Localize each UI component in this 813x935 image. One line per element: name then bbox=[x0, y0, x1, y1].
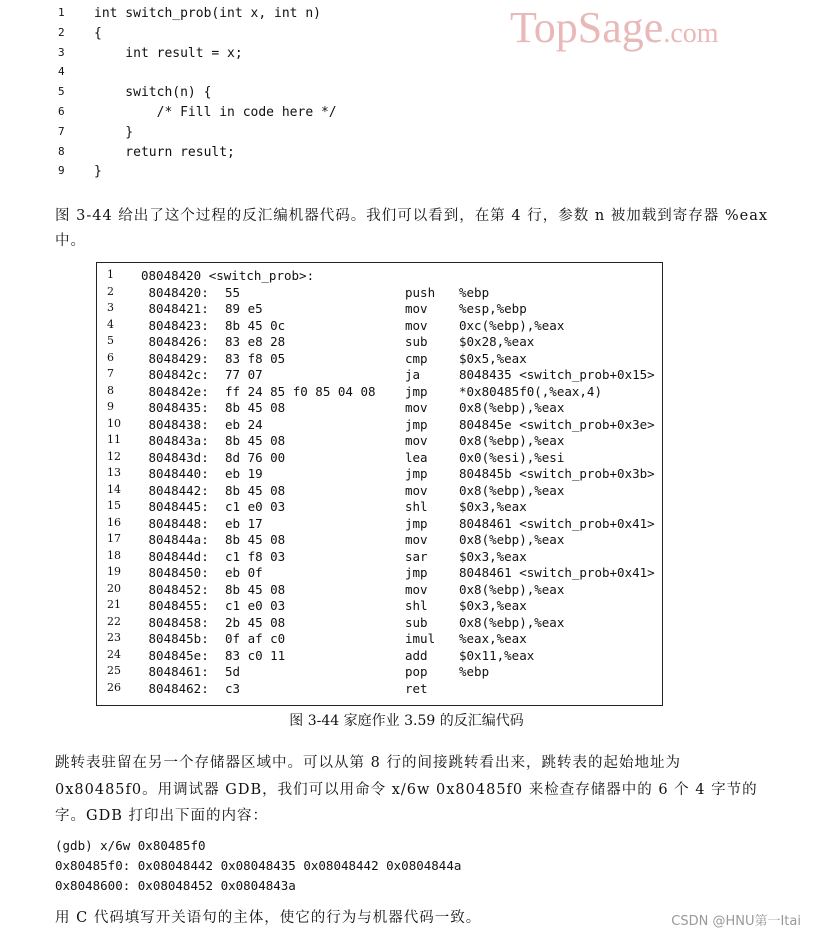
line-number: 6 bbox=[107, 350, 114, 364]
operands: $0x3,%eax bbox=[459, 598, 527, 613]
bytes: 8b 45 08 bbox=[225, 581, 286, 597]
operands: 8048461 <switch_prob+0x41> bbox=[459, 515, 655, 531]
bytes: 8d 76 00 bbox=[225, 449, 286, 465]
address: 804843d: bbox=[141, 449, 209, 465]
line-number: 1 bbox=[107, 268, 114, 281]
address: 8048426: bbox=[141, 334, 209, 349]
disassembly-box bbox=[96, 262, 663, 706]
mnemonic: add bbox=[405, 647, 428, 663]
code-text: int switch_prob(int x, int n) bbox=[94, 6, 321, 21]
mnemonic: shl bbox=[405, 598, 428, 613]
line-number: 20 bbox=[107, 581, 121, 595]
mnemonic: sar bbox=[405, 548, 428, 564]
operands: $0x28,%eax bbox=[459, 334, 535, 349]
line-number: 6 bbox=[58, 105, 65, 118]
line-number: 11 bbox=[107, 433, 121, 446]
line-number: 23 bbox=[107, 631, 121, 644]
address: 8048462: bbox=[141, 680, 209, 696]
bytes: 83 f8 05 bbox=[225, 350, 286, 366]
address: 8048435: bbox=[141, 400, 209, 415]
operands: $0x11,%eax bbox=[459, 647, 535, 663]
mnemonic: jmp bbox=[405, 565, 428, 580]
line-number: 24 bbox=[107, 647, 121, 661]
line-number: 2 bbox=[58, 25, 65, 39]
line-number: 13 bbox=[107, 466, 121, 479]
operands: 0x0(%esi),%esi bbox=[459, 449, 565, 465]
address: 8048452: bbox=[141, 581, 209, 597]
address: 804844a: bbox=[141, 532, 209, 547]
mnemonic: jmp bbox=[405, 515, 428, 531]
paragraph-jump-table: 跳转表驻留在另一个存储器区域中。可以从第 8 行的间接跳转看出来，跳转表的起始地址为 0x80485f0。用调试器 GDB，我们可以用命令 x/6w 0x80485f0 来检查存储器中的 6 个 4 字节的字。GDB 打印出下面的内容： bbox=[55, 755, 758, 824]
mnemonic: jmp bbox=[405, 466, 428, 481]
code-text: /* Fill in code here */ bbox=[94, 105, 337, 120]
bytes: 8b 45 08 bbox=[225, 482, 286, 498]
operands: $0x3,%eax bbox=[459, 548, 527, 564]
operands: *0x80485f0(,%eax,4) bbox=[459, 383, 602, 399]
bytes: eb 19 bbox=[225, 466, 263, 481]
operands: 0x8(%ebp),%eax bbox=[459, 614, 565, 630]
line-number: 7 bbox=[107, 367, 114, 380]
operands: 0x8(%ebp),%eax bbox=[459, 581, 565, 597]
code-text: switch(n) { bbox=[94, 85, 212, 101]
mnemonic: push bbox=[405, 284, 436, 300]
watermark-logo: TopSage.com bbox=[510, 3, 719, 52]
bytes: eb 24 bbox=[225, 416, 263, 432]
address: 8048458: bbox=[141, 614, 209, 630]
bytes: eb 0f bbox=[225, 565, 263, 580]
paragraph-intro: 图 3-44 给出了这个过程的反汇编机器代码。我们可以看到，在第 4 行，参数 n 被加载到寄存器 %eax 中。 bbox=[55, 208, 769, 249]
operands: 0x8(%ebp),%eax bbox=[459, 482, 565, 498]
gdb-command: (gdb) x/6w 0x80485f0 bbox=[55, 838, 206, 853]
address: 804845e: bbox=[141, 647, 209, 663]
mnemonic: shl bbox=[405, 499, 428, 514]
operands: 8048435 <switch_prob+0x15> bbox=[459, 367, 655, 382]
mnemonic: pop bbox=[405, 664, 428, 679]
operands: %ebp bbox=[459, 664, 490, 679]
csdn-watermark: CSDN @HNU第一Itai bbox=[671, 914, 801, 929]
bytes: c1 e0 03 bbox=[225, 598, 286, 613]
mnemonic: mov bbox=[405, 581, 428, 597]
code-text: } bbox=[94, 124, 134, 140]
operands: %ebp bbox=[459, 284, 490, 300]
gdb-output-line: 0x80485f0: 0x08048442 0x08048435 0x08048442 0x0804844a bbox=[55, 858, 462, 873]
line-number: 2 bbox=[107, 284, 114, 298]
bytes: 8b 45 0c bbox=[225, 317, 286, 333]
mnemonic: mov bbox=[405, 482, 428, 498]
line-number: 3 bbox=[58, 45, 65, 59]
mnemonic: jmp bbox=[405, 416, 428, 432]
operands: 0x8(%ebp),%eax bbox=[459, 400, 565, 415]
operands: $0x3,%eax bbox=[459, 499, 527, 514]
address: 8048423: bbox=[141, 317, 209, 333]
bytes: 55 bbox=[225, 284, 241, 300]
operands: %esp,%ebp bbox=[459, 301, 527, 316]
mnemonic: sub bbox=[405, 334, 428, 349]
line-number: 16 bbox=[107, 515, 121, 529]
address: 8048450: bbox=[141, 565, 209, 580]
operands: 0x8(%ebp),%eax bbox=[459, 532, 565, 547]
code-text: } bbox=[94, 164, 102, 180]
bytes: 5d bbox=[225, 664, 241, 679]
operands: 0xc(%ebp),%eax bbox=[459, 317, 565, 333]
mnemonic: mov bbox=[405, 317, 428, 333]
paragraph-task: 用 C 代码填写开关语句的主体，使它的行为与机器代码一致。 bbox=[55, 910, 482, 926]
line-number: 17 bbox=[107, 532, 121, 545]
line-number: 5 bbox=[107, 334, 114, 347]
bytes: 2b 45 08 bbox=[225, 614, 286, 630]
operands: 8048461 <switch_prob+0x41> bbox=[459, 565, 655, 580]
line-number: 22 bbox=[107, 614, 121, 628]
line-number: 8 bbox=[107, 383, 114, 397]
address: 08048420 <switch_prob>: bbox=[141, 268, 315, 283]
mnemonic: jmp bbox=[405, 383, 428, 399]
line-number: 1 bbox=[58, 6, 65, 19]
address: 8048420: bbox=[141, 284, 209, 300]
bytes: c1 f8 03 bbox=[225, 548, 286, 564]
address: 8048445: bbox=[141, 499, 209, 514]
bytes: ff 24 85 f0 85 04 08 bbox=[225, 383, 376, 399]
line-number: 15 bbox=[107, 499, 121, 512]
bytes: 77 07 bbox=[225, 367, 263, 382]
line-number: 8 bbox=[58, 144, 65, 158]
operands: 804845b <switch_prob+0x3b> bbox=[459, 466, 655, 481]
mnemonic: lea bbox=[405, 449, 428, 465]
bytes: 8b 45 08 bbox=[225, 400, 286, 415]
line-number: 26 bbox=[107, 680, 121, 694]
address: 8048461: bbox=[141, 664, 209, 679]
address: 804843a: bbox=[141, 433, 209, 448]
gdb-output-line: 0x8048600: 0x08048452 0x0804843a bbox=[55, 878, 296, 893]
address: 8048455: bbox=[141, 598, 209, 613]
address: 8048429: bbox=[141, 350, 209, 366]
address: 804845b: bbox=[141, 631, 209, 646]
mnemonic: mov bbox=[405, 433, 428, 448]
address: 804842c: bbox=[141, 367, 209, 382]
code-text: { bbox=[94, 25, 102, 41]
address: 8048440: bbox=[141, 466, 209, 481]
mnemonic: ja bbox=[405, 367, 421, 382]
code-text: return result; bbox=[94, 144, 235, 160]
line-number: 18 bbox=[107, 548, 121, 562]
address: 804842e: bbox=[141, 383, 209, 399]
mnemonic: cmp bbox=[405, 350, 428, 366]
line-number: 9 bbox=[58, 164, 65, 178]
bytes: 83 c0 11 bbox=[225, 647, 286, 663]
address: 8048438: bbox=[141, 416, 209, 432]
address: 804844d: bbox=[141, 548, 209, 564]
mnemonic: mov bbox=[405, 532, 428, 547]
line-number: 14 bbox=[107, 482, 121, 496]
bytes: c3 bbox=[225, 680, 241, 696]
bytes: 83 e8 28 bbox=[225, 334, 286, 349]
line-number: 5 bbox=[58, 85, 65, 99]
line-number: 19 bbox=[107, 565, 121, 578]
operands: 0x8(%ebp),%eax bbox=[459, 433, 565, 448]
line-number: 10 bbox=[107, 416, 121, 430]
bytes: eb 17 bbox=[225, 515, 263, 531]
mnemonic: mov bbox=[405, 301, 428, 316]
operands: $0x5,%eax bbox=[459, 350, 527, 366]
line-number: 4 bbox=[107, 317, 114, 331]
mnemonic: mov bbox=[405, 400, 428, 415]
address: 8048442: bbox=[141, 482, 209, 498]
bytes: c1 e0 03 bbox=[225, 499, 286, 514]
bytes: 89 e5 bbox=[225, 301, 263, 316]
address: 8048448: bbox=[141, 515, 209, 531]
mnemonic: imul bbox=[405, 631, 436, 646]
line-number: 4 bbox=[58, 65, 65, 79]
line-number: 12 bbox=[107, 449, 121, 463]
line-number: 21 bbox=[107, 598, 121, 611]
operands: %eax,%eax bbox=[459, 631, 527, 646]
bytes: 8b 45 08 bbox=[225, 532, 286, 547]
line-number: 9 bbox=[107, 400, 114, 413]
bytes: 8b 45 08 bbox=[225, 433, 286, 448]
mnemonic: sub bbox=[405, 614, 428, 630]
line-number: 25 bbox=[107, 664, 121, 677]
figure-caption: 图 3-44 家庭作业 3.59 的反汇编代码 bbox=[289, 713, 524, 729]
operands: 804845e <switch_prob+0x3e> bbox=[459, 416, 655, 432]
bytes: 0f af c0 bbox=[225, 631, 286, 646]
line-number: 7 bbox=[58, 124, 65, 138]
code-text: int result = x; bbox=[94, 45, 243, 61]
address: 8048421: bbox=[141, 301, 209, 316]
line-number: 3 bbox=[107, 301, 114, 314]
mnemonic: ret bbox=[405, 680, 428, 696]
